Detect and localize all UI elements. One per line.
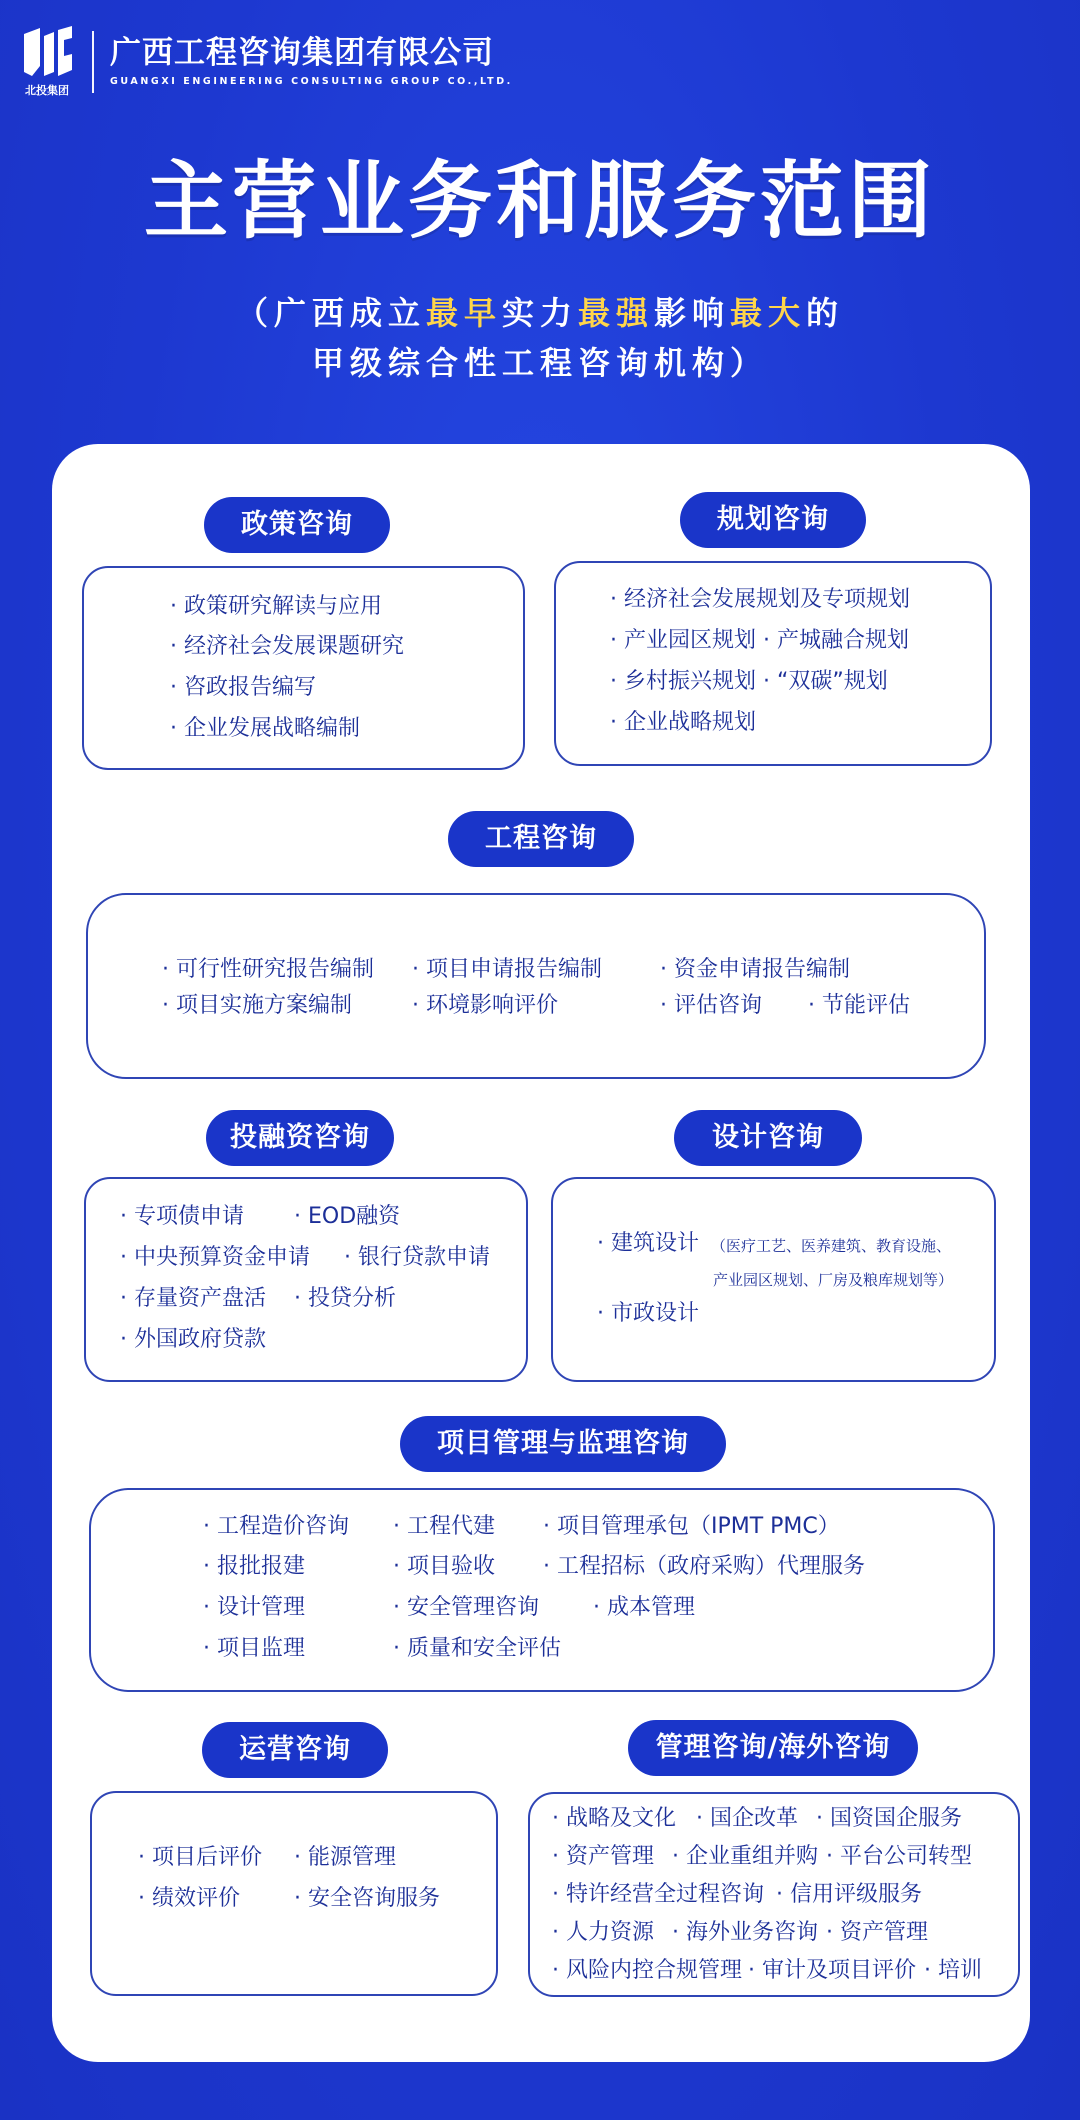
list-item: · 经济社会发展规划及专项规划: [610, 587, 910, 612]
section-box-project-management: [89, 1488, 995, 1692]
list-item: · 专项债申请: [120, 1204, 244, 1229]
list-item: · 存量资产盘活: [120, 1286, 266, 1311]
page-title: 主营业务和服务范围: [143, 152, 936, 250]
list-item: · 建筑设计: [597, 1231, 699, 1256]
section-box-policy: [82, 566, 525, 770]
list-item-note: 产业园区规划、厂房及粮库规划等）: [713, 1271, 954, 1289]
list-item: · 平台公司转型: [826, 1844, 972, 1869]
list-item: · 项目管理承包（IPMT PMC）: [543, 1514, 840, 1539]
section-title-policy: 政策咨询: [204, 497, 390, 553]
list-item: · 风险内控合规管理: [552, 1958, 742, 1983]
list-item: · 企业重组并购: [672, 1844, 818, 1869]
logo-divider: [92, 31, 94, 93]
list-item: · 审计及项目评价: [748, 1958, 916, 1983]
list-item: · 产业园区规划 · 产城融合规划: [610, 628, 909, 653]
section-box-operation: [90, 1791, 498, 1996]
list-item: · 中央预算资金申请: [120, 1245, 310, 1270]
company-name-cn: 广西工程咨询集团有限公司: [110, 35, 494, 71]
list-item: · 能源管理: [294, 1845, 396, 1870]
section-box-management: [528, 1792, 1020, 1997]
list-item: · 战略及文化: [552, 1806, 676, 1831]
section-title-investment: 投融资咨询: [206, 1110, 394, 1166]
logo-caption: 北投集团: [25, 84, 69, 97]
list-item: · 可行性研究报告编制: [162, 957, 374, 982]
list-item: · 国企改革: [696, 1806, 798, 1831]
section-title-engineering: 工程咨询: [448, 811, 634, 867]
list-item: · 工程代建: [393, 1514, 495, 1539]
subtitle-highlight: 最早: [425, 294, 502, 332]
subtitle-line-1: [0, 288, 1080, 334]
list-item: · 信用评级服务: [776, 1882, 922, 1907]
list-item: · 工程招标（政府采购）代理服务: [543, 1554, 865, 1579]
list-item: · 政策研究解读与应用: [170, 594, 382, 619]
list-item: · 节能评估: [808, 993, 910, 1018]
list-item: · 特许经营全过程咨询: [552, 1882, 764, 1907]
list-item: · 市政设计: [597, 1301, 699, 1326]
list-item: · 安全咨询服务: [294, 1886, 440, 1911]
list-item: · 国资国企服务: [816, 1806, 962, 1831]
section-title-planning: 规划咨询: [680, 492, 866, 548]
list-item: · 资产管理: [552, 1844, 654, 1869]
list-item: · 评估咨询: [660, 993, 762, 1018]
list-item: · 乡村振兴规划 · “双碳”规划: [610, 669, 888, 694]
subtitle-text: （广西成立: [235, 294, 426, 332]
list-item: · 经济社会发展课题研究: [170, 634, 404, 659]
section-title-project-management: 项目管理与监理咨询: [400, 1416, 726, 1472]
list-item: · 项目实施方案编制: [162, 993, 352, 1018]
list-item: · 报批报建: [203, 1554, 305, 1579]
subtitle-highlight: 最强: [577, 294, 654, 332]
list-item: · 资金申请报告编制: [660, 957, 850, 982]
list-item: · 工程造价咨询: [203, 1514, 349, 1539]
list-item: · 环境影响评价: [412, 993, 558, 1018]
list-item: · 质量和安全评估: [393, 1636, 561, 1661]
section-title-management: 管理咨询/海外咨询: [628, 1720, 918, 1776]
list-item: · 项目验收: [393, 1554, 495, 1579]
subtitle-highlight: 最大: [730, 294, 807, 332]
list-item: · 设计管理: [203, 1595, 305, 1620]
company-name: [110, 35, 513, 89]
section-box-engineering: [86, 893, 986, 1079]
list-item: · 外国政府贷款: [120, 1327, 266, 1352]
list-item: · 投贷分析: [294, 1286, 396, 1311]
list-item: · 银行贷款申请: [344, 1245, 490, 1270]
list-item: · 企业发展战略编制: [170, 716, 360, 741]
company-logo-icon: [20, 26, 74, 98]
section-title-design: 设计咨询: [674, 1110, 862, 1166]
section-title-operation: 运营咨询: [202, 1722, 388, 1778]
subtitle-text: 实力: [501, 294, 578, 332]
subtitle-text: 影响: [654, 294, 731, 332]
list-item: · 培训: [924, 1958, 982, 1983]
subtitle-text: 的: [806, 294, 845, 332]
list-item: · 咨政报告编写: [170, 675, 316, 700]
list-item: · 安全管理咨询: [393, 1595, 539, 1620]
section-box-investment: [84, 1177, 528, 1382]
company-header: [20, 26, 513, 98]
list-item: · 人力资源: [552, 1920, 654, 1945]
list-item: · EOD融资: [294, 1204, 401, 1229]
list-item: · 资产管理: [826, 1920, 928, 1945]
company-name-en: GUANGXI ENGINEERING CONSULTING GROUP CO.,LTD.: [110, 76, 513, 87]
list-item-note: （医疗工艺、医养建筑、教育设施、: [711, 1237, 952, 1255]
list-item: · 企业战略规划: [610, 710, 756, 735]
list-item: · 项目监理: [203, 1636, 305, 1661]
list-item: · 海外业务咨询: [672, 1920, 818, 1945]
subtitle-line-2: 甲级综合性工程咨询机构）: [311, 344, 768, 382]
list-item: · 项目申请报告编制: [412, 957, 602, 982]
section-box-planning: [554, 561, 992, 766]
list-item: · 成本管理: [593, 1595, 695, 1620]
section-box-design: [551, 1177, 996, 1382]
list-item: · 绩效评价: [138, 1886, 240, 1911]
list-item: · 项目后评价: [138, 1845, 262, 1870]
